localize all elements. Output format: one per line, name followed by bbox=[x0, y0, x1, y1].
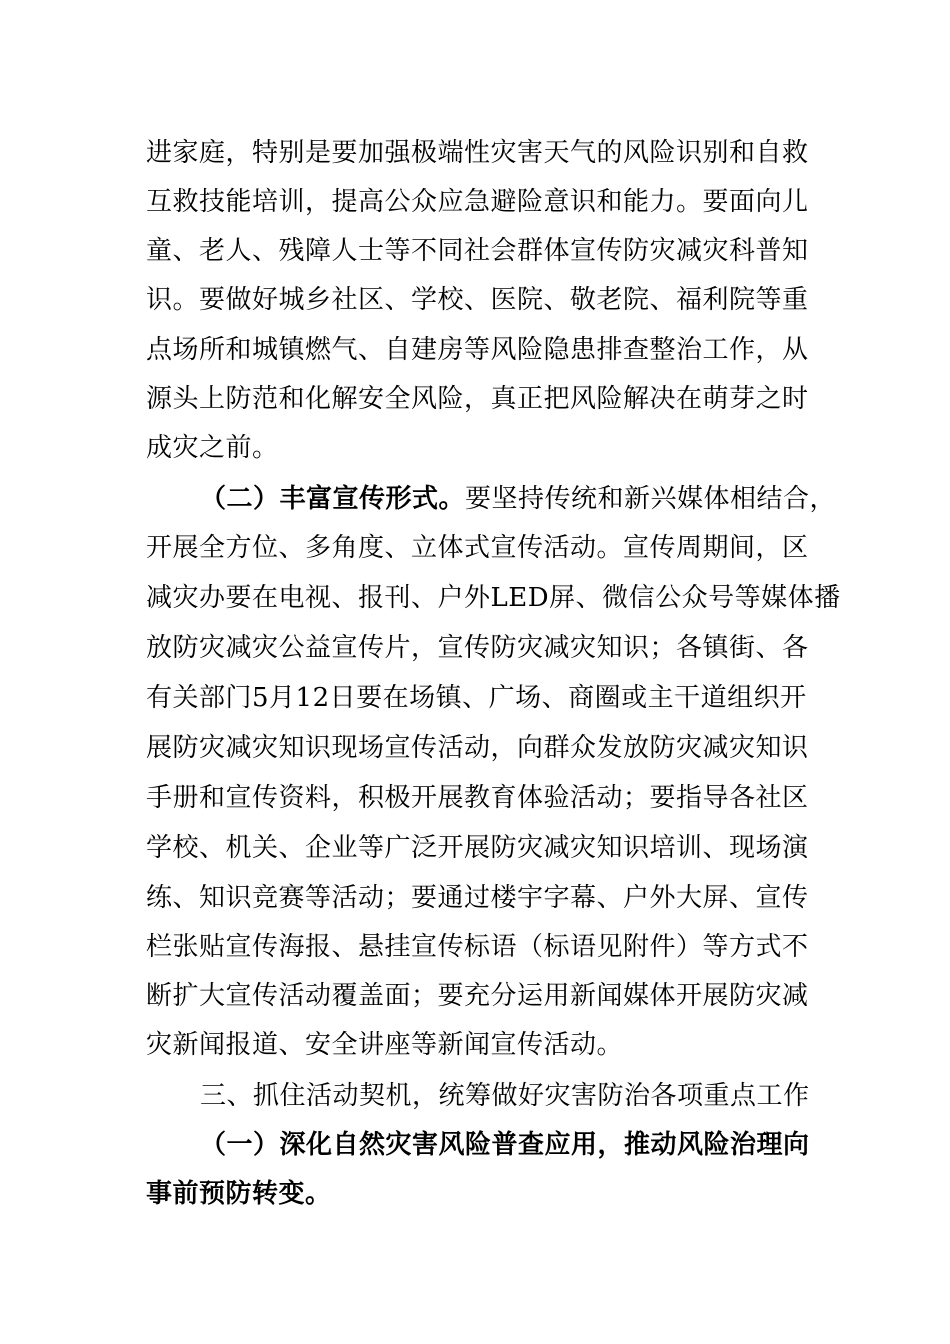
paragraph-1-line-5: 点场所和城镇燃气、自建房等风险隐患排查整治工作，从 bbox=[146, 335, 809, 365]
paragraph-2-line-12: 灾新闻报道、安全讲座等新闻宣传活动。 bbox=[146, 1030, 624, 1060]
paragraph-1-line-1: 进家庭，特别是要加强极端性灾害天气的风险识别和自救 bbox=[146, 138, 809, 168]
paragraph-2-first-line-text: 要坚持传统和新兴媒体相结合， bbox=[465, 484, 837, 514]
paragraph-1-line-6: 源头上防范和化解安全风险，真正把风险解决在萌芽之时 bbox=[146, 384, 809, 414]
paragraph-2-line-7: 手册和宣传资料，积极开展教育体验活动；要指导各社区 bbox=[146, 783, 809, 813]
subsection-1-line-2: 事前预防转变。 bbox=[146, 1179, 332, 1209]
paragraph-2-line-8: 学校、机关、企业等广泛开展防灾减灾知识培训、现场演 bbox=[146, 833, 809, 863]
section-3-title: 三、抓住活动契机，统筹做好灾害防治各项重点工作 bbox=[200, 1081, 810, 1111]
paragraph-2-line-2: 开展全方位、多角度、立体式宣传活动。宣传周期间，区 bbox=[146, 533, 809, 563]
paragraph-1-line-4: 识。要做好城乡社区、学校、医院、敬老院、福利院等重 bbox=[146, 285, 809, 315]
paragraph-2-line-9: 练、知识竞赛等活动；要通过楼宇字幕、户外大屏、宣传 bbox=[146, 883, 809, 913]
paragraph-2-line-5: 有关部门5月12日要在场镇、广场、商圈或主干道组织开 bbox=[146, 683, 807, 713]
paragraph-2-line-4: 放防灾减灾公益宣传片，宣传防灾减灾知识；各镇街、各 bbox=[146, 633, 809, 663]
paragraph-2-line-10: 栏张贴宣传海报、悬挂宣传标语（标语见附件）等方式不 bbox=[146, 932, 809, 962]
paragraph-2-line-6: 展防灾减灾知识现场宣传活动，向群众发放防灾减灾知识 bbox=[146, 733, 809, 763]
paragraph-1-line-3: 童、老人、残障人士等不同社会群体宣传防灾减灾科普知 bbox=[146, 236, 809, 266]
paragraph-2-line-11: 断扩大宣传活动覆盖面；要充分运用新闻媒体开展防灾减 bbox=[146, 981, 809, 1011]
paragraph-2-first-line bbox=[200, 479, 836, 519]
subsection-1-line-1: （一）深化自然灾害风险普查应用，推动风险治理向 bbox=[200, 1130, 810, 1160]
paragraph-1-line-2: 互救技能培训，提高公众应急避险意识和能力。要面向儿 bbox=[146, 187, 809, 217]
paragraph-1-line-7: 成灾之前。 bbox=[146, 433, 279, 463]
paragraph-2-heading: （二）丰富宣传形式。 bbox=[200, 484, 466, 514]
paragraph-2-line-3: 减灾办要在电视、报刊、户外LED屏、微信公众号等媒体播 bbox=[146, 583, 841, 613]
